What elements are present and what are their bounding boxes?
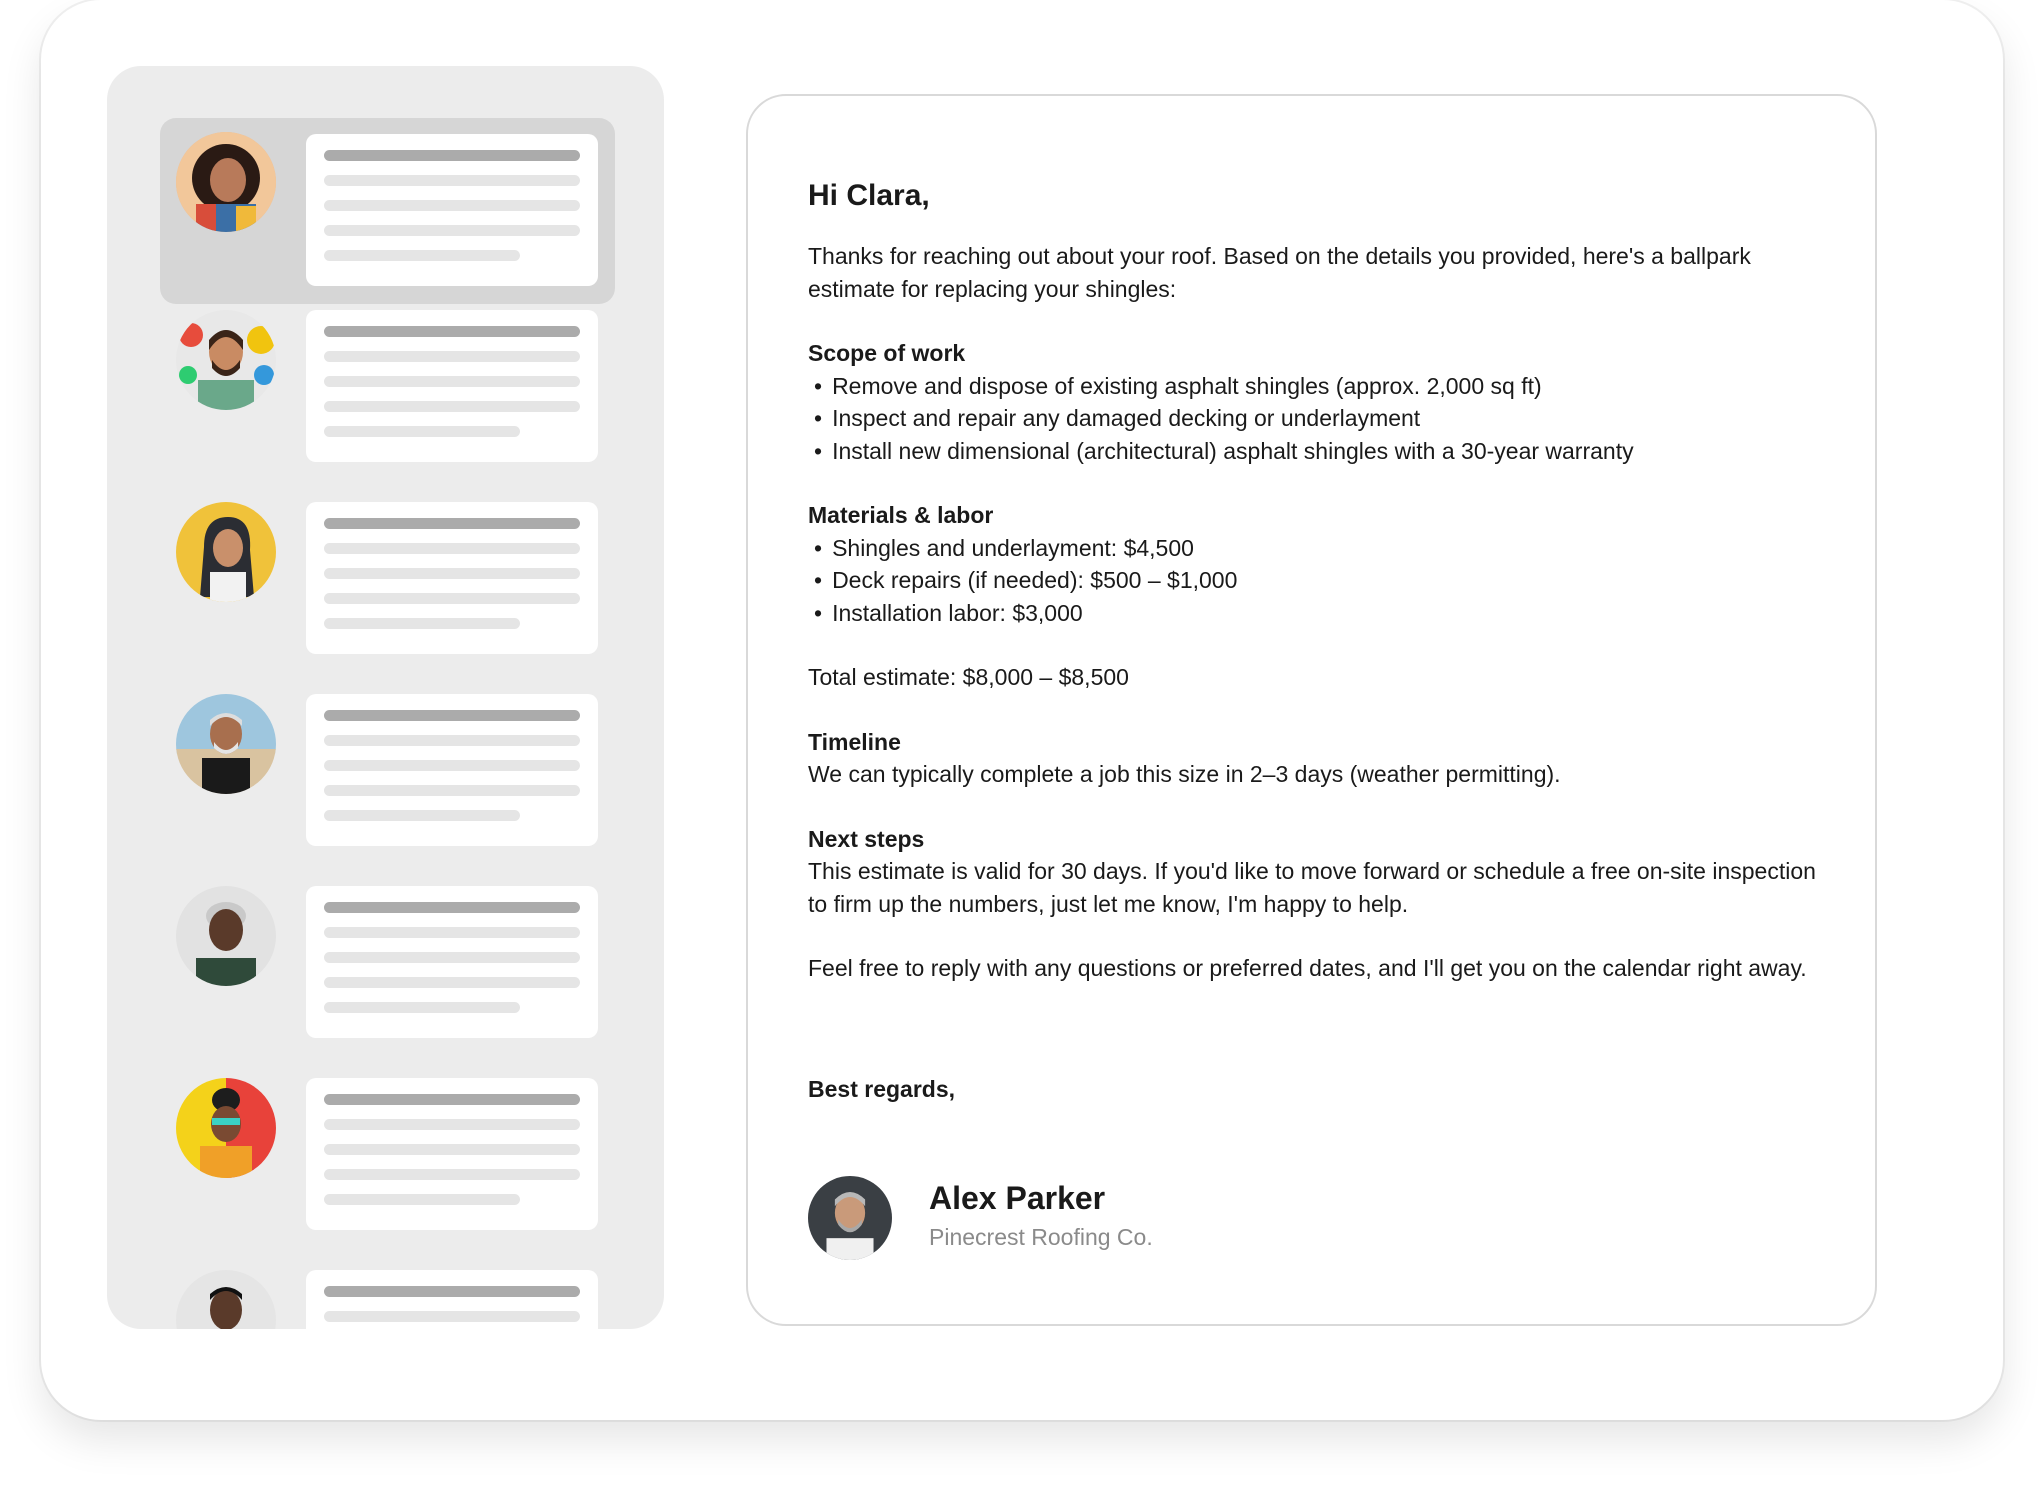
inbox-item[interactable] bbox=[160, 310, 615, 496]
signature-name: Alex Parker bbox=[929, 1180, 1106, 1216]
next-steps-text: This estimate is valid for 30 days. If you'd like to move forward or schedule a free on-site inspection to firm up the numbers, just let me know, I'm happy to help. bbox=[808, 858, 1816, 917]
email-panel bbox=[746, 94, 1877, 1326]
avatar-man-partial bbox=[176, 1270, 276, 1329]
timeline-title: Timeline bbox=[808, 728, 901, 755]
message-preview-card bbox=[306, 694, 598, 846]
total-estimate: Total estimate: $8,000 – $8,500 bbox=[808, 664, 1129, 690]
inbox-item[interactable] bbox=[160, 1270, 615, 1329]
avatar-man-beard-colorful-background bbox=[176, 310, 276, 410]
message-preview-card bbox=[306, 886, 598, 1038]
inbox-item[interactable] bbox=[160, 886, 615, 1072]
scope-section bbox=[808, 337, 1818, 467]
message-preview-card bbox=[306, 502, 598, 654]
avatar-woman-dark-curly-hair bbox=[176, 132, 276, 232]
next-steps-title: Next steps bbox=[808, 825, 925, 852]
email-intro: Thanks for reaching out about your roof. Based on the details you provided, here's a ballpark estimate for replacing your shingles: bbox=[808, 243, 1751, 302]
closing-paragraph: Feel free to reply with any questions or preferred dates, and I'll get you on the calendar right away. bbox=[808, 955, 1807, 981]
avatar-woman-yellow-background bbox=[176, 502, 276, 602]
timeline-text: We can typically complete a job this size in 2–3 days (weather permitting). bbox=[808, 761, 1561, 787]
scope-item: • Install new dimensional (architectural) asphalt shingles with a 30-year warranty bbox=[808, 435, 1818, 468]
avatar-older-man-beach bbox=[176, 694, 276, 794]
avatar-woman-sunglasses-red-yellow bbox=[176, 1078, 276, 1178]
scope-title: Scope of work bbox=[808, 340, 966, 366]
signature-company: Pinecrest Roofing Co. bbox=[929, 1224, 1153, 1250]
next-steps-section bbox=[808, 823, 1818, 921]
materials-item: • Deck repairs (if needed): $500 – $1,000 bbox=[808, 564, 1818, 597]
timeline-section bbox=[808, 726, 1818, 791]
message-preview-card bbox=[306, 310, 598, 462]
materials-item: • Shingles and underlayment: $4,500 bbox=[808, 532, 1818, 565]
closing-line: Best regards, bbox=[808, 1075, 956, 1102]
email-body bbox=[808, 176, 1818, 1105]
materials-section bbox=[808, 499, 1818, 629]
inbox-list bbox=[107, 66, 664, 1329]
avatar-man-gray-beard bbox=[808, 1176, 892, 1260]
inbox-item[interactable] bbox=[160, 502, 615, 688]
inbox-item[interactable] bbox=[160, 694, 615, 880]
signature bbox=[808, 1176, 1408, 1266]
message-preview-card bbox=[306, 1270, 598, 1329]
avatar-woman-short-gray-hair bbox=[176, 886, 276, 986]
inbox-item-selected[interactable] bbox=[160, 118, 615, 304]
email-greeting: Hi Clara, bbox=[808, 179, 930, 212]
scope-item: • Remove and dispose of existing asphalt shingles (approx. 2,000 sq ft) bbox=[808, 370, 1818, 403]
inbox-item[interactable] bbox=[160, 1078, 615, 1264]
materials-item: • Installation labor: $3,000 bbox=[808, 597, 1818, 630]
message-preview-card bbox=[306, 134, 598, 286]
message-preview-card bbox=[306, 1078, 598, 1230]
materials-title: Materials & labor bbox=[808, 502, 994, 528]
scope-item: • Inspect and repair any damaged decking or underlayment bbox=[808, 402, 1818, 435]
